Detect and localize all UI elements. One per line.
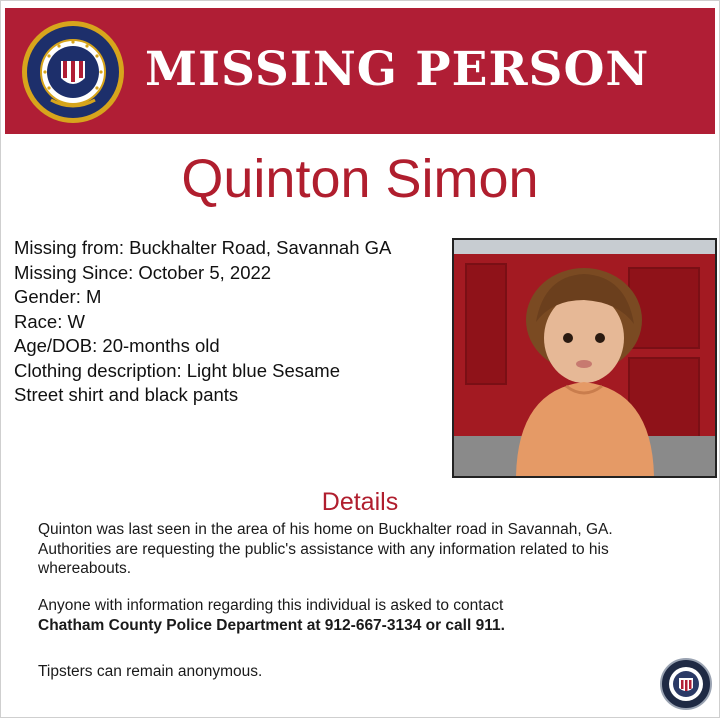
banner xyxy=(5,8,715,134)
details-paragraph-3: Tipsters can remain anonymous. xyxy=(38,663,263,680)
fact-missing-from: Missing from: Buckhalter Road, Savannah GA xyxy=(14,237,392,258)
banner-title: MISSING PERSON xyxy=(145,42,650,97)
contact-intro: Anyone with information regarding this individual is asked to contact xyxy=(38,597,504,614)
child-photo-illustration xyxy=(454,240,715,476)
fact-missing-since: Missing Since: October 5, 2022 xyxy=(14,261,272,283)
fbi-seal-icon xyxy=(21,20,125,124)
details-heading: Details xyxy=(321,488,399,516)
fact-gender: Gender: M xyxy=(14,286,102,307)
contact-info: Chatham County Police Department at 912-667-3134 or call 911. xyxy=(38,616,505,634)
fact-age: Age/DOB: 20-months old xyxy=(14,335,220,356)
details-paragraph-2 xyxy=(38,596,688,635)
fact-clothing: Clothing description: Light blue Sesame xyxy=(14,359,340,381)
fact-clothing-cont: Street shirt and black pants xyxy=(14,384,239,405)
details-paragraph-1: Quinton was last seen in the area of his home on Buckhalter road in Savannah, GA. Authorities are requesting the public's assistance with any information related to his whereabouts. xyxy=(38,521,613,577)
child-photo xyxy=(452,238,717,478)
police-badge-icon xyxy=(660,658,712,710)
fact-race: Race: W xyxy=(14,310,85,332)
facts-list xyxy=(14,236,454,408)
person-name: Quinton Simon xyxy=(181,149,539,209)
